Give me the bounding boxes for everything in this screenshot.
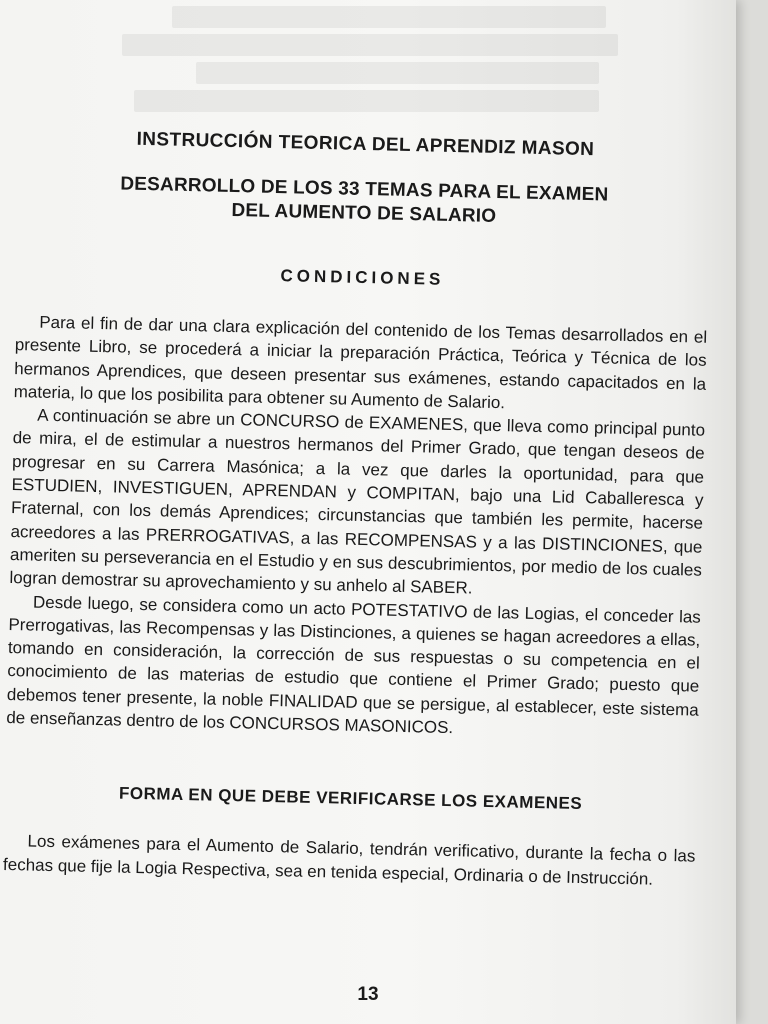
- paragraph: Los exámenes para el Aumento de Salario, tendrán verificativo, durante la fecha o las fechas que fije la Logia Respectiva, sea en tenida especial, Ordinaria o de Instrucción.: [2, 831, 696, 889]
- show-through-text: [60, 0, 680, 130]
- page-content: [3, 112, 712, 891]
- subtitle-line-2: DEL AUMENTO DE SALARIO: [231, 199, 497, 227]
- paragraph: Para el fin de dar una clara explicación del contenido de los Temas desarrollados en el presente Libro, se procederá a iniciar la preparación Práctica, Teórica y Técnica de los hermanos Aprendices, que deseen presentar sus exámenes, estando capacitados en la materia, lo que los posibilita para obtener su Aumento de Salario.: [13, 312, 708, 413]
- paragraph: A continuación se abre un CONCURSO de EXAMENES, que lleva como principal punto de mira, el de estimular a nuestros hermanos del Primer Grado, que tengan deseos de progresar en su Carrera Masónica; a la vez que darles la oportunidad, para que ESTUDIEN, INVESTIGUEN, APRENDAN y COMPITAN, bajo una Lid Caballeresca y Fraternal, con los demás Aprendices; circunstancias que también les permite, hacerse acreedores a las PRERROGATIVAS, a las RECOMPENSAS y a las DISTINCIONES, que ameriten su perseverancia en el Estudio y en sus descubrimientos, por medio de los cuales logran demostrar su aprovechamiento y su anhelo al SABER.: [9, 405, 706, 598]
- section-heading-forma: FORMA EN QUE DEBE VERIFICARSE LOS EXAMENES: [118, 783, 583, 814]
- document-title: INSTRUCCIÓN TEORICA DEL APRENDIZ MASON: [136, 128, 595, 161]
- section-heading-condiciones: CONDICIONES: [280, 266, 445, 289]
- subtitle-line-1: DESARROLLO DE LOS 33 TEMAS PARA EL EXAMEN: [120, 173, 609, 206]
- page-number: 13: [357, 984, 379, 1005]
- paragraph: Desde luego, se considera como un acto POTESTATIVO de las Logias, el conceder las Prerrogativas, las Recompensas y las Distinciones, a quienes se hagan acreedores a ellas, tomando en consideración, la corrección de sus respuestas o su competencia en el conocimiento de las materias de estudio que contiene el Primer Grado; puesto que debemos tener presente, la noble FINALIDAD que se persigue, al establecer, este sistema de enseñanzas dentro de los CONCURSOS MASONICOS.: [6, 592, 702, 738]
- document-subtitle: [18, 170, 711, 234]
